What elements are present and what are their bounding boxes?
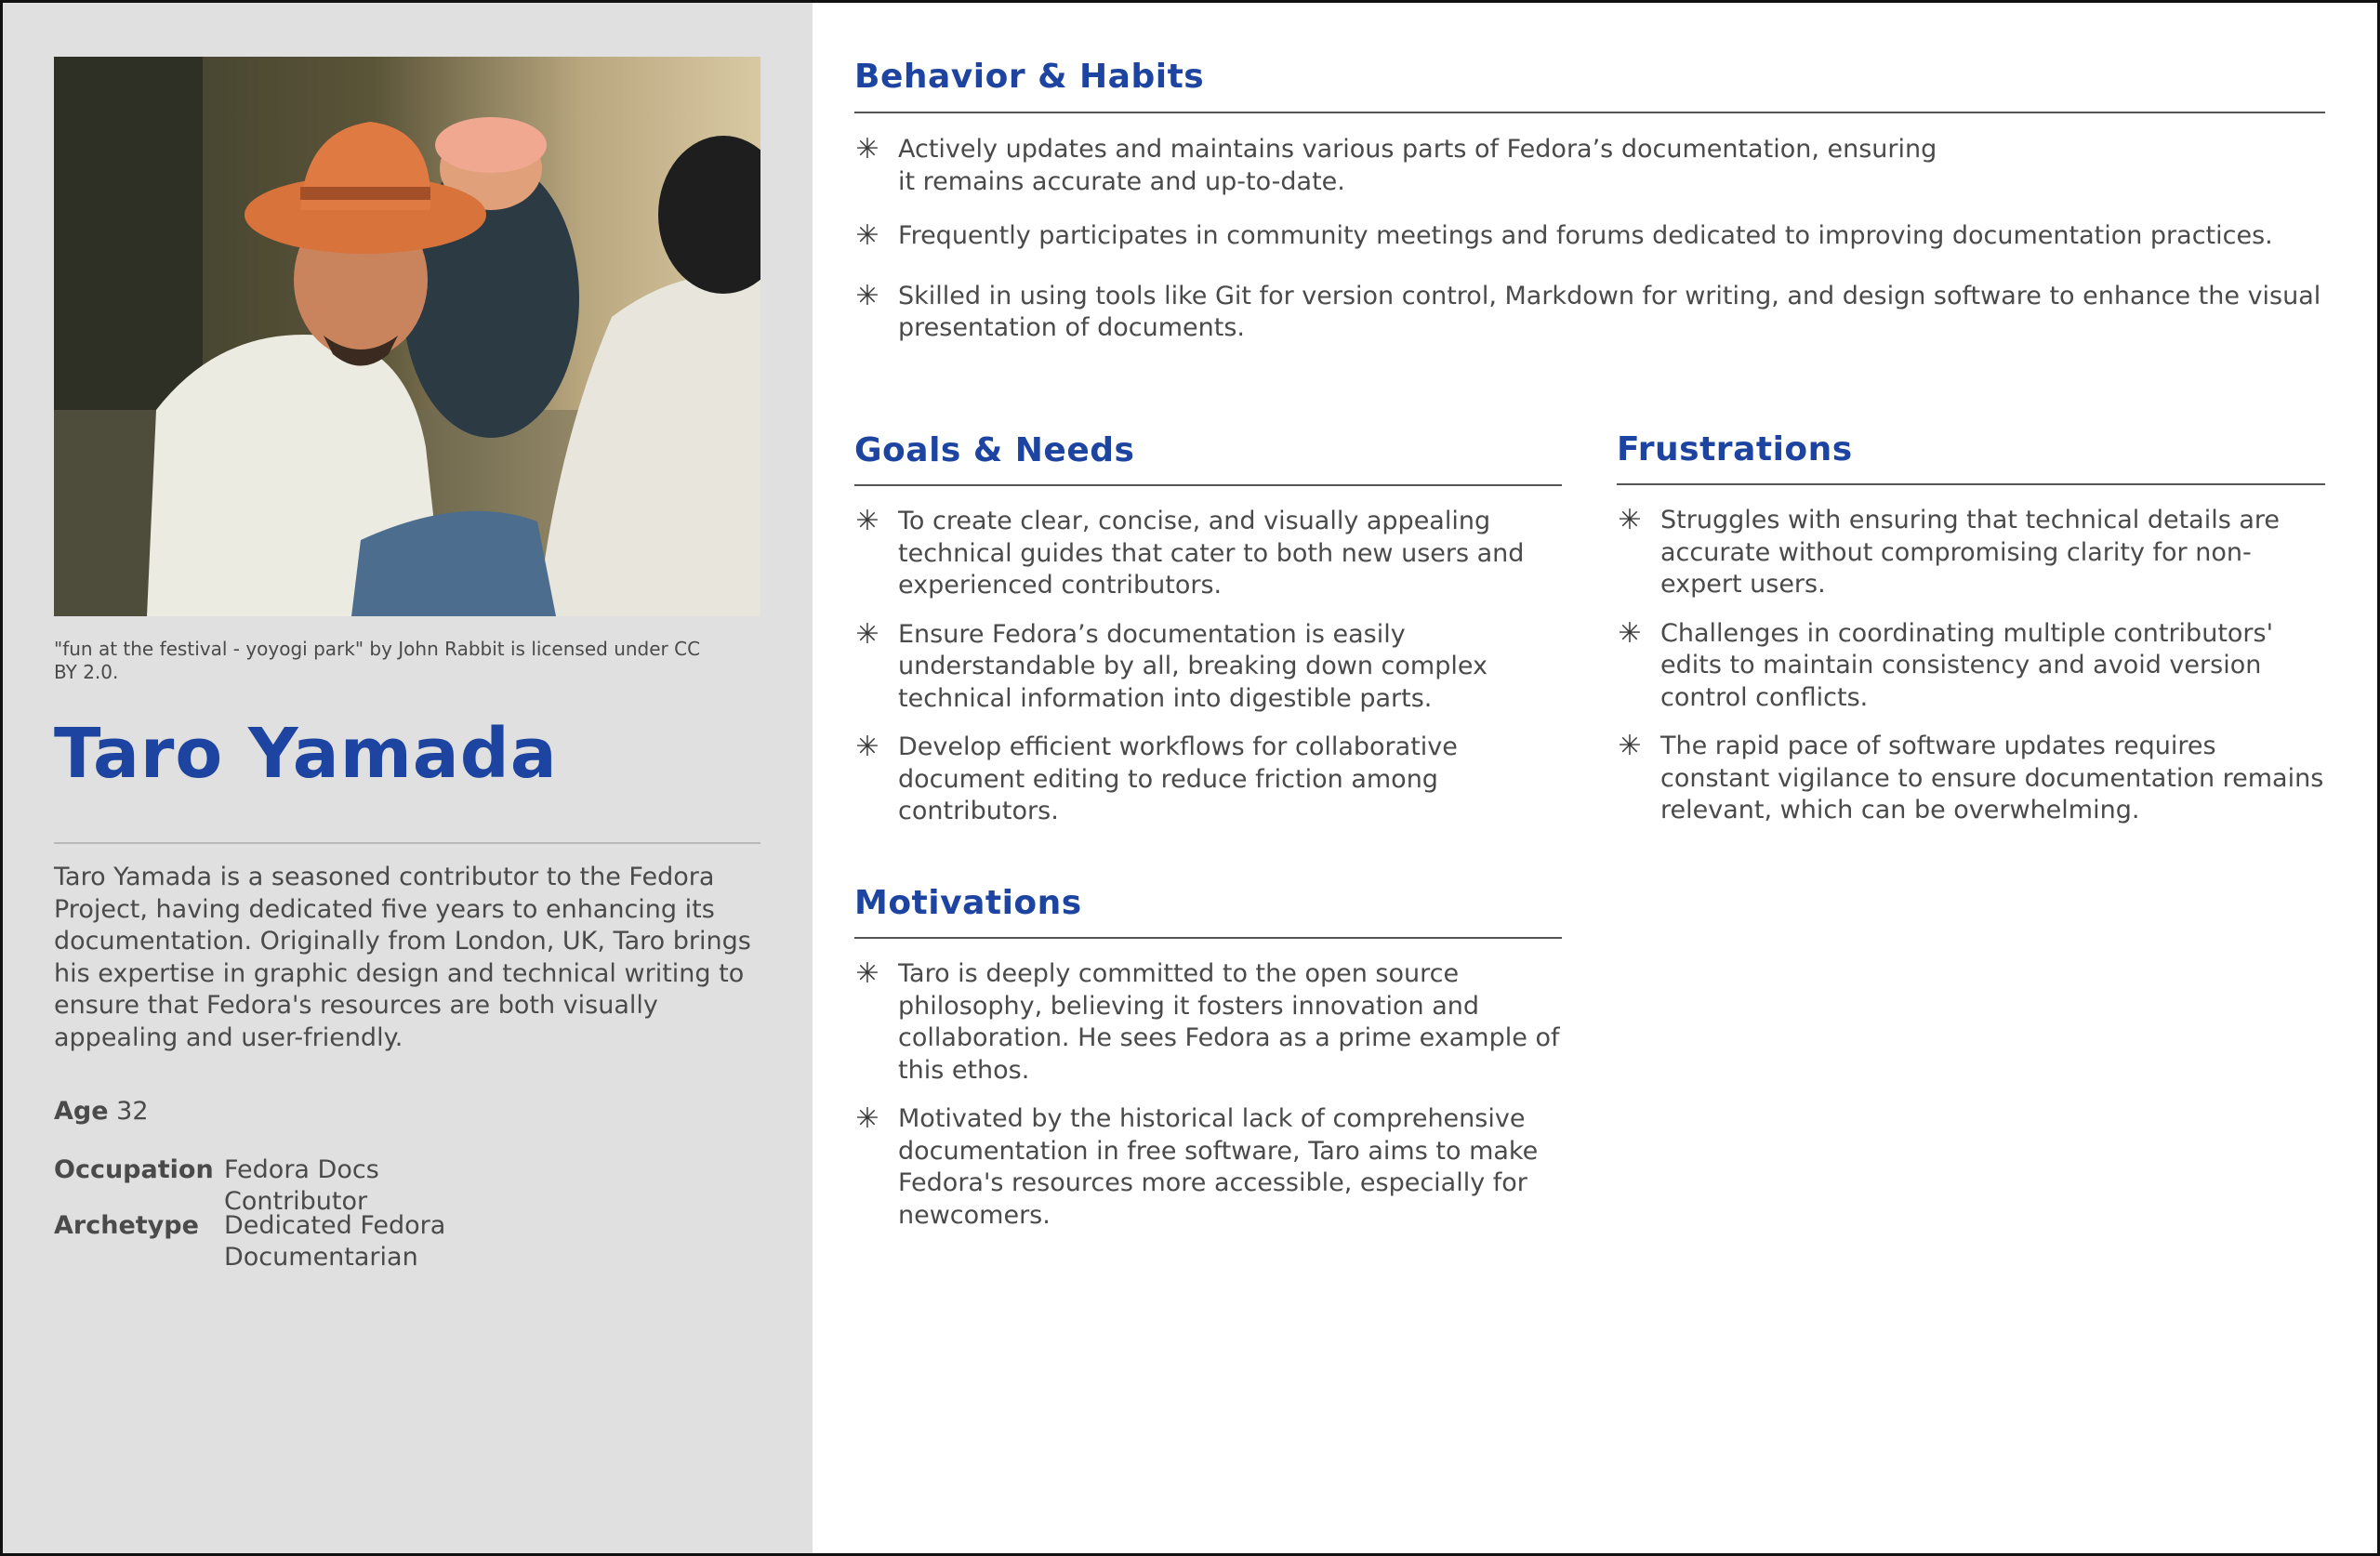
archetype-label: Archetype bbox=[54, 1211, 199, 1240]
asterisk-icon: ✳ bbox=[855, 617, 879, 651]
asterisk-icon: ✳ bbox=[855, 133, 879, 165]
archetype-value: Dedicated Fedora Documentarian bbox=[224, 1211, 446, 1272]
list-item: ✳ Challenges in coordinating multiple contributors' edits to maintain consistency and avoid version control conflicts. bbox=[1618, 616, 2274, 712]
list-item: ✳ Frequently participates in community meetings and forums dedicated to improving documentation practices. bbox=[855, 219, 2273, 252]
frustrations-list bbox=[1617, 505, 2325, 827]
occupation-value: Fedora Docs Contributor bbox=[224, 1155, 379, 1216]
profile-photo bbox=[54, 57, 760, 616]
behavior-list bbox=[854, 134, 2325, 345]
asterisk-icon: ✳ bbox=[855, 731, 879, 763]
age-label: Age bbox=[54, 1097, 109, 1126]
motivations-divider bbox=[854, 937, 1562, 939]
photo-credit: "fun at the festival - yoyogi park" by John Rabbit is licensed under CC BY 2.0. bbox=[54, 638, 701, 683]
age-value: 32 bbox=[116, 1097, 149, 1126]
persona-name: Taro Yamada bbox=[54, 714, 558, 794]
list-item: ✳ Motivated by the historical lack of comprehensive documentation in free software, Taro aims to make Fedora's resources more accessible, especially for newcomers. bbox=[855, 1102, 1539, 1230]
asterisk-icon: ✳ bbox=[855, 219, 879, 252]
name-divider bbox=[54, 842, 760, 844]
list-item: ✳ The rapid pace of software updates requires constant vigilance to ensure documentation remains relevant, which can be overwhelming. bbox=[1618, 730, 2324, 824]
list-item: ✳ To create clear, concise, and visually appealing technical guides that cater to both new users and experienced contributors. bbox=[855, 505, 1525, 600]
asterisk-icon: ✳ bbox=[1618, 616, 1642, 650]
list-item: ✳ Struggles with ensuring that technical details are accurate without compromising clarity for non-expert users. bbox=[1618, 504, 2281, 599]
behavior-divider bbox=[854, 112, 2325, 113]
list-item: ✳ Taro is deeply committed to the open source philosophy, believing it fosters innovation and collaboration. He sees Fedora as a prime example of this ethos. bbox=[855, 957, 1560, 1085]
list-item: ✳ Skilled in using tools like Git for version control, Markdown for writing, and design software to enhance the visual presentation of documents. bbox=[855, 279, 2321, 342]
asterisk-icon: ✳ bbox=[855, 1102, 879, 1135]
asterisk-icon: ✳ bbox=[855, 957, 879, 990]
asterisk-icon: ✳ bbox=[1618, 730, 1642, 762]
list-item: ✳ Develop efficient workflows for collaborative document editing to reduce friction among contributors. bbox=[855, 731, 1458, 825]
asterisk-icon: ✳ bbox=[855, 505, 879, 537]
goals-divider bbox=[854, 484, 1562, 486]
persona-bio: Taro Yamada is a seasoned contributor to the Fedora Project, having dedicated five years to enhancing its documentation. Originally from London, UK, Taro brings his expertise in graphic design and technical writing to ensure that Fedora's resources are both visually appealing and user-friendly. bbox=[54, 863, 751, 1052]
profile-panel bbox=[3, 3, 813, 1553]
photo-illustration bbox=[54, 57, 760, 616]
list-item: ✳ Ensure Fedora’s documentation is easily understandable by all, breaking down complex technical information into digestible parts. bbox=[855, 617, 1488, 713]
list-item: ✳ Actively updates and maintains various parts of Fedora’s documentation, ensuring it remains accurate and up-to-date. bbox=[855, 133, 1937, 196]
motivations-list bbox=[854, 958, 1562, 1232]
asterisk-icon: ✳ bbox=[1618, 504, 1642, 536]
goals-list bbox=[854, 506, 1562, 828]
behavior-title: Behavior & Habits bbox=[854, 58, 1205, 96]
asterisk-icon: ✳ bbox=[855, 279, 879, 312]
occupation-label: Occupation bbox=[54, 1155, 214, 1184]
age-fact bbox=[54, 1096, 149, 1127]
motivations-title: Motivations bbox=[854, 884, 1082, 922]
goals-title: Goals & Needs bbox=[854, 431, 1135, 469]
frustrations-title: Frustrations bbox=[1617, 430, 1853, 468]
frustrations-divider bbox=[1617, 483, 2325, 485]
